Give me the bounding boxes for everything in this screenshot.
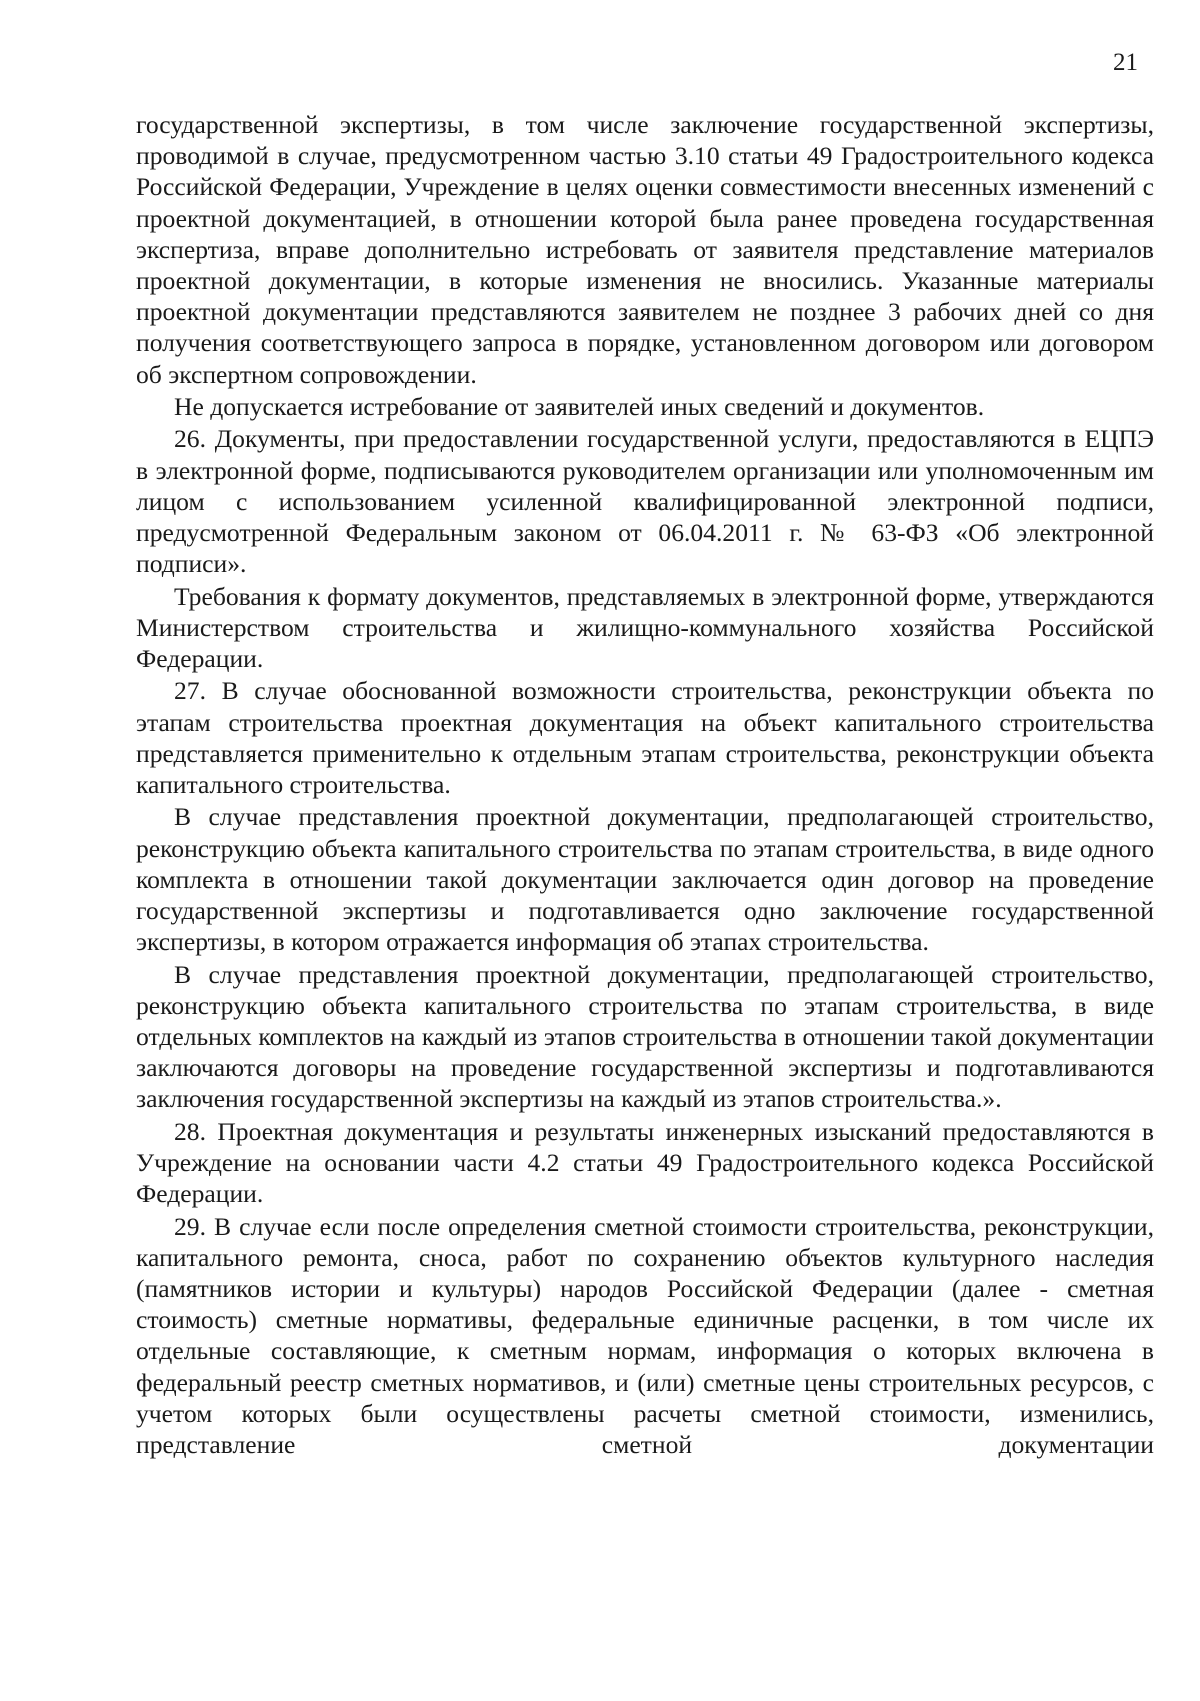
paragraph-28: 28. Проектная документация и результаты инженерных изысканий предоставляются в Учреждение на основании части 4.2 статьи 49 Градостроительного кодекса Российской Федерации. [136,1116,1154,1209]
document-body [136,109,1154,1461]
paragraph-no-other-documents: Не допускается истребование от заявителей иных сведений и документов. [174,392,985,422]
paragraph-single-set: В случае представления проектной документации, предполагающей строительство, реконструкцию объекта капитального строительства по этапам строительства, в виде одного комплекта в отношении такой документации заключается один договор на проведение государственной экспертизы и подготавливается одно заключение государственной экспертизы, в котором отражается информация об этапах строительства. [136,802,1154,957]
paragraph-27: 27. В случае обоснованной возможности строительства, реконструкции объекта по этапам строительства проектная документация на объект капитального строительства представляется применительно к отдельным этапам строительства, реконструкции объекта капитального строительства. [136,676,1154,800]
paragraph-separate-sets: В случае представления проектной документации, предполагающей строительство, реконструкцию объекта капитального строительства по этапам строительства, в виде отдельных комплектов на каждый из этапов строительства в отношении такой документации заключаются договоры на проведение государственной экспертизы и подготавливаются заключения государственной экспертизы на каждый из этапов строительства.». [136,959,1154,1114]
page-number: 21 [1113,49,1138,76]
paragraph-29: 29. В случае если после определения сметной стоимости строительства, реконструкции, капитального ремонта, сноса, работ по сохранению объектов культурного наследия (памятников истории и культуры) народов Российской Федерации (далее - сметная стоимость) сметные нормативы, федеральные единичные расценки, в том числе их отдельные составляющие, к сметным нормам, информация о которых включена в федеральный реестр сметных нормативов, и (или) сметные цены строительных ресурсов, с учетом которых были осуществлены расчеты сметной стоимости, изменились, представление сметной документации [136,1211,1154,1460]
paragraph-26: 26. Документы, при предоставлении государственной услуги, предоставляются в ЕЦПЭ в электронной форме, подписываются руководителем организации или уполномоченным им лицом с использованием усиленной квалифицированной электронной подписи, предусмотренной Федеральным законом от 06.04.2011 г. № 63-ФЗ «Об электронной подписи». [136,424,1154,579]
paragraph-continuation: государственной экспертизы, в том числе заключение государственной экспертизы, проводимой в случае, предусмотренном частью 3.10 статьи 49 Градостроительного кодекса Российской Федерации, Учреждение в целях оценки совместимости внесенных изменений с проектной документацией, в отношении которой была ранее проведена государственная экспертиза, вправе дополнительно истребовать от заявителя представление материалов проектной документации, в которые изменения не вносились. Указанные материалы проектной документации представляются заявителем не позднее 3 рабочих дней со дня получения соответствующего запроса в порядке, установленном договором или договором об экспертном сопровождении. [136,110,1154,389]
paragraph-format-requirements: Требования к формату документов, представляемых в электронной форме, утверждаются Министерством строительства и жилищно-коммунального хозяйства Российской Федерации. [136,581,1154,674]
